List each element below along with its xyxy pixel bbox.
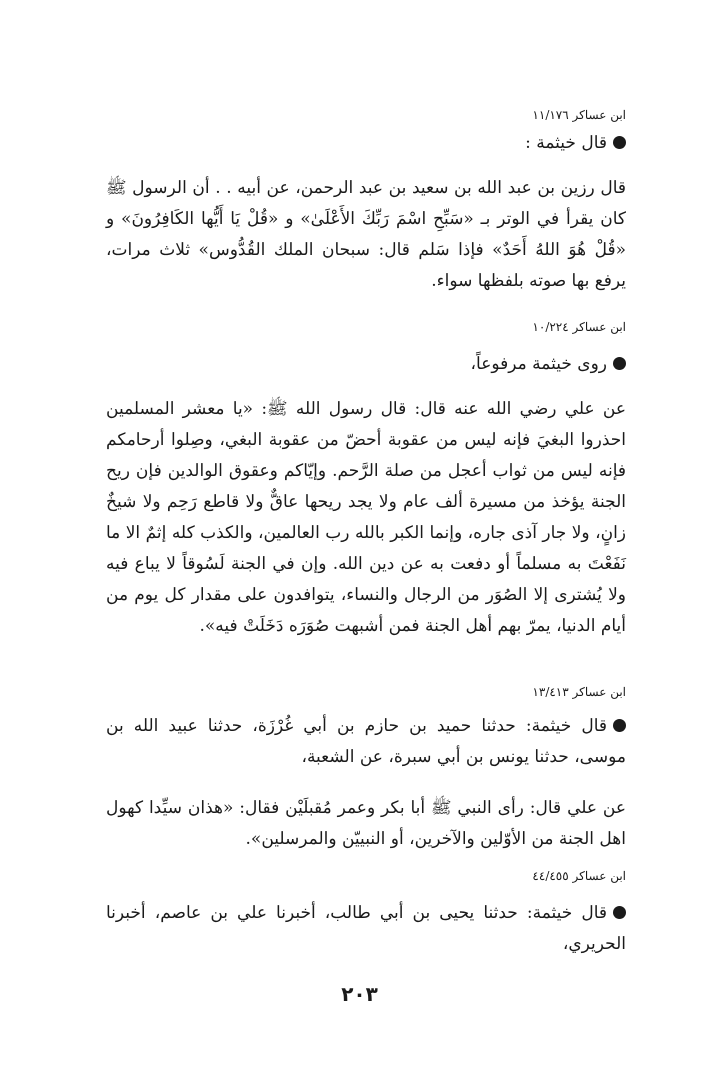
bullet-icon — [613, 357, 626, 370]
hadith-paragraph: قال رزين بن عبد الله بن سعيد بن عبد الرحمن، عن أبيه . . أن الرسول ﷺ كان يقرأ في الوتر بـ «سَبِّحِ اسْمَ رَبِّكَ الأَعْلَىٰ» و «قُلْ يَا أَيُّها الكَافِرُونَ» و «قُلْ هُوَ اللهُ أَحَدٌ» فإذا سَلم قال: سبحان الملك القُدُّوس» ثلاث مرات، يرفع بها صوته بلفظها سواء. — [106, 178, 626, 291]
chain-paragraph — [106, 711, 626, 773]
bullet-icon — [613, 906, 626, 919]
heading-text: قال خيثمة : — [525, 133, 607, 153]
paragraph-text: قال خيثمة: حدثنا يحيى بن أبي طالب، أخبرنا علي بن عاصم، أخبرنا الحريري، — [106, 903, 626, 954]
source-reference: ابن عساكر ١٣/٤١٣ — [532, 685, 626, 699]
hadith-paragraph: عن علي قال: رأى النبي ﷺ أبا بكر وعمر مُقبلَيْن فقال: «هذان سيِّدا كهول اهل الجنة من الأوّلين والآخرين، أو النبييّن والمرسلين». — [106, 798, 626, 849]
chain-paragraph — [106, 898, 626, 960]
source-reference: ابن عساكر ١٠/٢٢٤ — [532, 320, 626, 334]
source-reference: ابن عساكر ٤٤/٤٥٥ — [532, 869, 626, 883]
paragraph-text: قال خيثمة: حدثنا حميد بن حازم بن أبي غُرْزَة، حدثنا عبيد الله بن موسى، حدثنا يونس بن أبي سبرة، عن الشعبة، — [106, 716, 626, 767]
bullet-icon — [613, 719, 626, 732]
narration-heading — [106, 128, 626, 159]
heading-text: روى خيثمة مرفوعاً، — [470, 354, 607, 374]
source-reference: ابن عساكر ١١/١٧٦ — [532, 108, 626, 122]
hadith-paragraph: عن علي رضي الله عنه قال: قال رسول الله ﷺ: «يا معشر المسلمين احذروا البغيَ فإنه ليس من عقوبة أحضّ من عقوبة البغي، وصِلوا أرحامكم فإنه ليس من ثواب أعجل من صلة الرَّحم. وإيّاكم وعقوق الوالدين فإن ريح الجنة يؤخذ من مسيرة ألف عام ولا يجد ريحها عاقٌّ ولا قاطع رَحِم ولا شيخٌ زانٍ، ولا جار آذى جاره، وإنما الكبر بالله رب العالمين، والكذب كله إثمٌ الا ما نَفَعْتَ به مسلماً أو دفعت به عن دين الله. وإن في الجنة لَسُوقاً لا يباع فيه ولا يُشترى إلا الصُوَر من الرجال والنساء، يتوافدون على مقدار كل يوم من أيام الدنيا، يمرّ بهم أهل الجنة فمن أشبهت صُوَرَه دَخَلَتْ فيه». — [106, 399, 626, 636]
page-number: ٢٠٣ — [341, 982, 378, 1006]
narration-heading — [106, 349, 626, 380]
bullet-icon — [613, 136, 626, 149]
